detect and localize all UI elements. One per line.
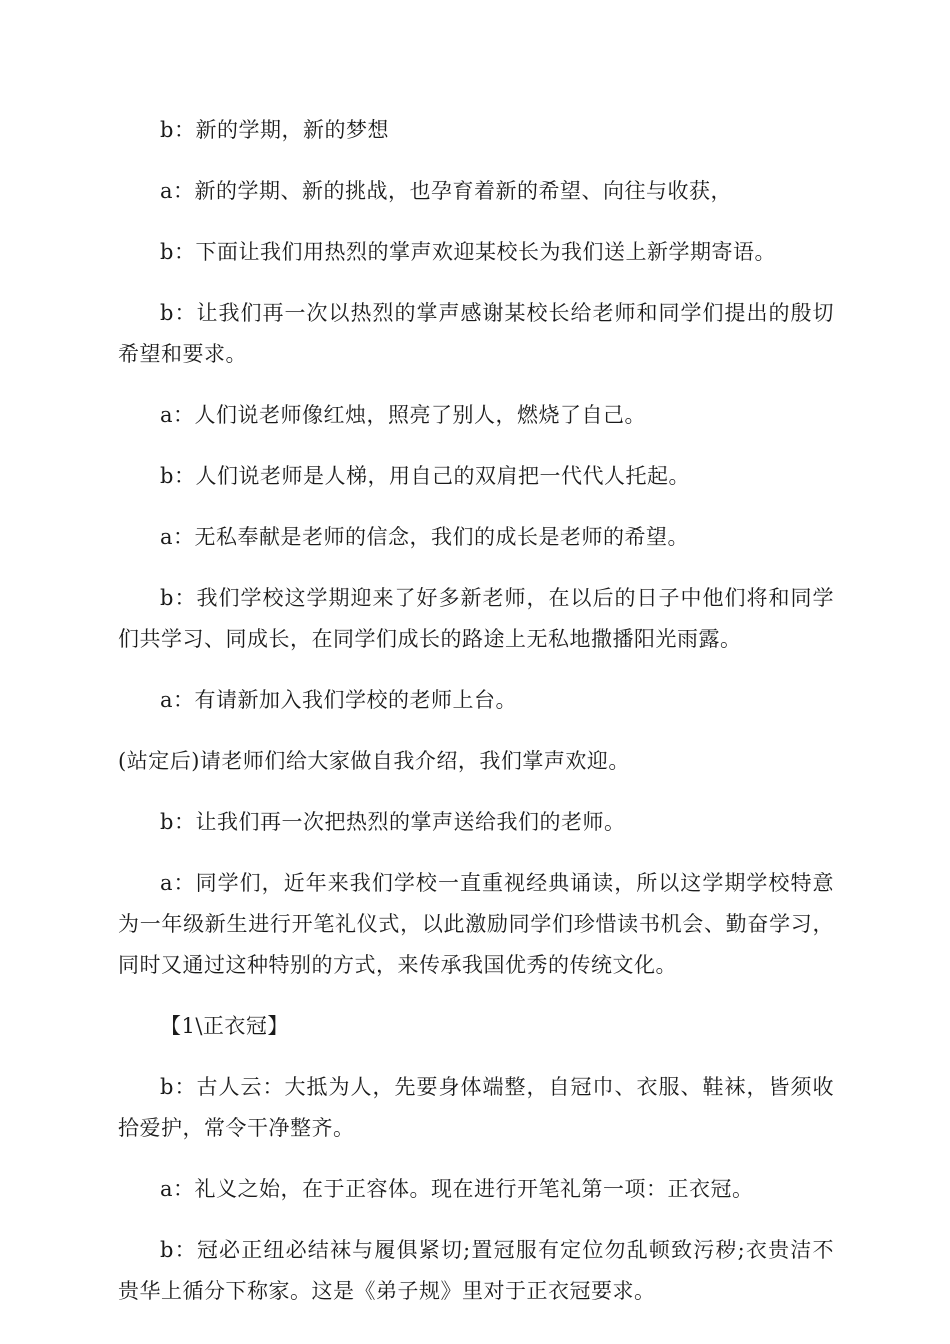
paragraph-5: a：人们说老师像红烛，照亮了别人，燃烧了自己。 xyxy=(160,403,647,427)
paragraph-15: a：礼义之始，在于正容体。现在进行开笔礼第一项：正衣冠。 xyxy=(160,1177,754,1201)
paragraph-14: b：古人云：大抵为人，先要身体端整，自冠巾、衣服、鞋袜，皆须收拾爱护，常令干净整齐。 xyxy=(118,1075,834,1140)
paragraph-6: b：人们说老师是人梯，用自己的双肩把一代代人托起。 xyxy=(160,464,690,488)
paragraph-9: a：有请新加入我们学校的老师上台。 xyxy=(160,688,518,712)
paragraph-16: b：冠必正纽必结袜与履俱紧切;置冠服有定位勿乱顿致污秽;衣贵洁不贵华上循分下称家。这是《弟子规》里对于正衣冠要求。 xyxy=(118,1238,834,1303)
paragraph-10: (站定后)请老师们给大家做自我介绍，我们掌声欢迎。 xyxy=(118,749,630,773)
paragraph-3: b：下面让我们用热烈的掌声欢迎某校长为我们送上新学期寄语。 xyxy=(160,240,776,264)
document-body xyxy=(118,110,834,1332)
section-heading: 【1\正衣冠】 xyxy=(160,1014,289,1038)
paragraph-11: b：让我们再一次把热烈的掌声送给我们的老师。 xyxy=(160,810,626,834)
paragraph-12: a：同学们，近年来我们学校一直重视经典诵读，所以这学期学校特意为一年级新生进行开笔礼仪式，以此激励同学们珍惜读书机会、勤奋学习，同时又通过这种特别的方式，来传承我国优秀的传统文化。 xyxy=(118,871,834,977)
paragraph-2: a：新的学期、新的挑战，也孕育着新的希望、向往与收获， xyxy=(160,179,733,203)
paragraph-1: b：新的学期，新的梦想 xyxy=(160,118,389,142)
paragraph-4: b：让我们再一次以热烈的掌声感谢某校长给老师和同学们提出的殷切希望和要求。 xyxy=(118,301,834,366)
paragraph-8: b：我们学校这学期迎来了好多新老师，在以后的日子中他们将和同学们共学习、同成长，在同学们成长的路途上无私地撒播阳光雨露。 xyxy=(118,586,834,651)
paragraph-7: a：无私奉献是老师的信念，我们的成长是老师的希望。 xyxy=(160,525,690,549)
